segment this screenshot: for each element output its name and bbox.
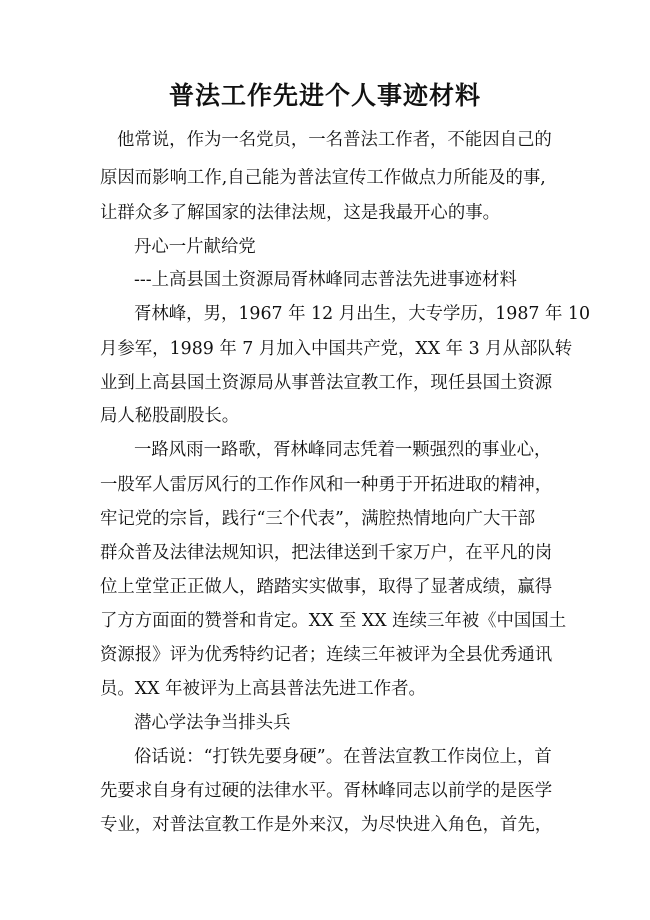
paragraph-line: 让群众多了解国家的法律法规，这是我最开心的事。 bbox=[100, 203, 500, 223]
paragraph-line: 先要求自身有过硬的法律水平。胥林峰同志以前学的是医学 bbox=[100, 781, 553, 801]
paragraph-line: 胥林峰，男，1967 年 12 月出生，大专学历，1987 年 10 bbox=[134, 304, 591, 324]
paragraph-line: 专业，对普法宣教工作是外来汉，为尽快进入角色，首先， bbox=[100, 815, 553, 835]
paragraph-line: 业到上高县国土资源局从事普法宣教工作，现任县国土资源 bbox=[100, 373, 553, 393]
document-title: 普法工作先进个人事迹材料 bbox=[168, 81, 481, 110]
paragraph-line: 局人秘股副股长。 bbox=[100, 406, 240, 426]
paragraph-line: 资源报》评为优秀特约记者；连续三年被评为全县优秀通讯 bbox=[100, 645, 553, 665]
paragraph-line: 俗话说：“打铁先要身硬”。在普法宣教工作岗位上，首 bbox=[134, 747, 552, 767]
paragraph-line: 原因而影响工作,自己能为普法宣传工作做点力所能及的事, bbox=[100, 168, 546, 188]
subtitle-line: ---上高县国土资源局胥林峰同志普法先进事迹材料 bbox=[134, 270, 517, 290]
paragraph-line: 牢记党的宗旨，践行“三个代表”，满腔热情地向广大干部 bbox=[100, 509, 536, 529]
paragraph-line: 位上堂堂正正做人，踏踏实实做事，取得了显著成绩，赢得 bbox=[100, 577, 553, 597]
paragraph-line: 他常说，作为一名党员，一名普法工作者，不能因自己的 bbox=[117, 130, 552, 150]
paragraph-line: 一股军人雷厉风行的工作作风和一种勇于开拓进取的精神， bbox=[100, 475, 553, 495]
paragraph-line: 月参军，1989 年 7 月加入中国共产党，XX 年 3 月从部队转 bbox=[100, 339, 573, 359]
paragraph-line: 员。XX 年被评为上高县普法先进工作者。 bbox=[100, 679, 426, 699]
section-heading: 潜心学法争当排头兵 bbox=[134, 713, 291, 733]
paragraph-line: 了方方面面的赞誉和肯定。XX 至 XX 连续三年被《中国国土 bbox=[100, 611, 567, 631]
section-heading: 丹心一片献给党 bbox=[134, 237, 256, 257]
paragraph-line: 群众普及法律法规知识，把法律送到千家万户，在平凡的岗 bbox=[100, 543, 553, 563]
paragraph-line: 一路风雨一路歌，胥林峰同志凭着一颗强烈的事业心， bbox=[134, 440, 552, 460]
